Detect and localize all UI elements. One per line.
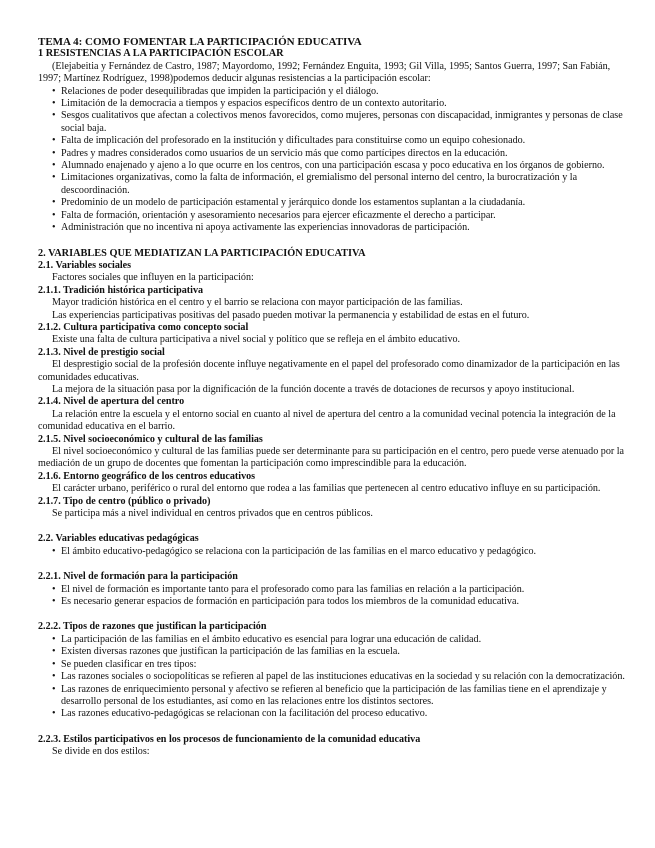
subsection-2-1-6-text: El carácter urbano, periférico o rural del entorno que rodea a las familias que pertenecen al centro educativo influye en su participación. — [52, 483, 601, 495]
list-item: • Es necesario generar espacios de formación en participación para todos los miembros de la comunidad educativa. — [52, 596, 519, 608]
subsection-2-2-heading: 2.2. Variables educativas pedagógicas — [38, 533, 199, 545]
subsection-2-1-5-heading: 2.1.5. Nivel socioeconómico y cultural de las familias — [38, 433, 263, 445]
subsection-2-1-4-heading: 2.1.4. Nivel de apertura del centro — [38, 396, 185, 408]
list-item: • La participación de las familias en el ámbito educativo es esencial para lograr una educación de calidad. — [52, 633, 482, 645]
subsection-2-1-3-text-a: El desprestigio social de la profesión docente influye negativamente en el papel del profesorado como dinamizador de la participación en las comunidades educativas. — [38, 359, 620, 383]
list-item: • Se pueden clasificar en tres tipos: — [52, 658, 197, 670]
list-item: • Las razones educativo-pedagógicas se relacionan con la facilitación del proceso educativo. — [52, 708, 428, 720]
subsection-2-1-2-heading: 2.1.2. Cultura participativa como concepto social — [38, 321, 249, 333]
list-item: • Existen diversas razones que justifican la participación de las familias en la escuela. — [52, 646, 400, 658]
list-item: • El ámbito educativo-pedagógico se relaciona con la participación de las familias en el marco educativo y pedagógico. — [52, 545, 537, 557]
list-item: • Las razones de enriquecimiento personal y afectivo se refieren al beneficio que la participación de las familias tiene en el aprendizaje y desarrollo personal de los estudiantes, así como en las relaciones entre los distintos sectores. — [52, 683, 607, 707]
subsection-2-1-1-text-b: Las experiencias participativas positivas del pasado pueden motivar la permanencia y estabilidad de estas en el futuro. — [52, 309, 530, 321]
subsection-2-2-2-heading: 2.2.2. Tipos de razones que justifican la participación — [38, 621, 267, 633]
list-item: • Predominio de un modelo de participación estamental y jerárquico donde los estamentos suplantan a la ciudadanía. — [52, 197, 526, 209]
subsection-2-1-7-heading: 2.1.7. Tipo de centro (público o privado) — [38, 495, 211, 507]
subsection-2-2-1-heading: 2.2.1. Nivel de formación para la participación — [38, 571, 238, 583]
subsection-2-1-1-text-a: Mayor tradición histórica en el centro y el barrio se relaciona con mayor participación de las familias. — [52, 297, 463, 309]
list-item: • Relaciones de poder desequilibradas que impiden la participación y el diálogo. — [52, 85, 379, 97]
subsection-2-1-1-heading: 2.1.1. Tradición histórica participativa — [38, 284, 204, 296]
list-item: • El nivel de formación es importante tanto para el profesorado como para las familias en relación a la participación. — [52, 583, 525, 595]
list-item: • Padres y madres considerados como usuarios de un servicio más que como partícipes directos en la educación. — [52, 147, 508, 159]
subsection-2-1-2-text: Existe una falta de cultura participativa a nivel social y político que se refleja en el ámbito educativo. — [52, 334, 461, 346]
list-item: • Falta de implicación del profesorado en la institución y dificultades para constituirse como un equipo cohesionado. — [52, 135, 526, 147]
list-item: • Las razones sociales o sociopolíticas se refieren al papel de las instituciones educativas en la sociedad y su relación con la democratización. — [52, 671, 625, 683]
list-item: • Alumnado enajenado y ajeno a lo que ocurre en los centros, con una participación escasa y poco educativa en los órganos de gobierno. — [52, 160, 605, 172]
section-1-heading: 1 RESISTENCIAS A LA PARTICIPACIÓN ESCOLAR — [38, 48, 284, 60]
subsection-2-1-3-heading: 2.1.3. Nivel de prestigio social — [38, 346, 165, 358]
subsection-2-1-heading: 2.1. Variables sociales — [38, 259, 132, 271]
section-1-bullet-list — [38, 86, 625, 235]
list-item: • Administración que no incentiva ni apoya activamente las experiencias innovadoras de participación. — [52, 222, 470, 234]
list-item: • Sesgos cualitativos que afectan a colectivos menos favorecidos, como mujeres, personas con discapacidad, inmigrantes y personas de clase social baja. — [52, 110, 623, 134]
subsection-2-1-6-heading: 2.1.6. Entorno geográfico de los centros educativos — [38, 470, 256, 482]
section-1-intro: (Elejabeitia y Fernández de Castro, 1987; Mayordomo, 1992; Fernández Enguita, 1993; Gil Villa, 1995; Santos Guerra, 1997; San Fabián, 1997; Martínez Rodríguez, 1998)podemos deducir algunas resistencias a la participación escolar: — [38, 60, 611, 85]
subsection-2-1-5-text: El nivel socioeconómico y cultural de las familias puede ser determinante para su participación en el centro, pero puede verse atenuado por la mediación de un grupo de docentes que fomentan la participación como imprescindible para la educación. — [38, 446, 625, 470]
subsection-2-1-3-text-b: La mejora de la situación pasa por la dignificación de la función docente a través de dotaciones de recursos y apoyo institucional. — [52, 383, 575, 395]
list-item: • Limitación de la democracia a tiempos y espacios específicos dentro de un contexto autoritario. — [52, 98, 447, 110]
list-item: • Falta de formación, orientación y asesoramiento necesarios para ejercer eficazmente el derecho a participar. — [52, 209, 496, 221]
subsection-2-1-4-text: La relación entre la escuela y el entorno social en cuanto al nivel de apertura del centro a la comunidad vecinal potencia la integración de la comunidad educativa en el barrio. — [38, 408, 616, 433]
subsection-2-1-7-text: Se participa más a nivel individual en centros privados que en centros públicos. — [52, 508, 373, 520]
subsection-2-2-3-heading: 2.2.3. Estilos participativos en los procesos de funcionamiento de la comunidad educativa — [38, 733, 421, 745]
section-2-heading: 2. VARIABLES QUE MEDIATIZAN LA PARTICIPACIÓN EDUCATIVA — [38, 247, 366, 259]
list-item: • Limitaciones organizativas, como la falta de información, el gremialismo del personal interno del centro, la burocratización y la descoordinación. — [52, 172, 578, 196]
document-title: TEMA 4: COMO FOMENTAR LA PARTICIPACIÓN EDUCATIVA — [38, 36, 362, 48]
subsection-2-2-3-text: Se divide en dos estilos: — [52, 746, 150, 758]
subsection-2-1-text: Factores sociales que influyen en la participación: — [52, 272, 254, 284]
